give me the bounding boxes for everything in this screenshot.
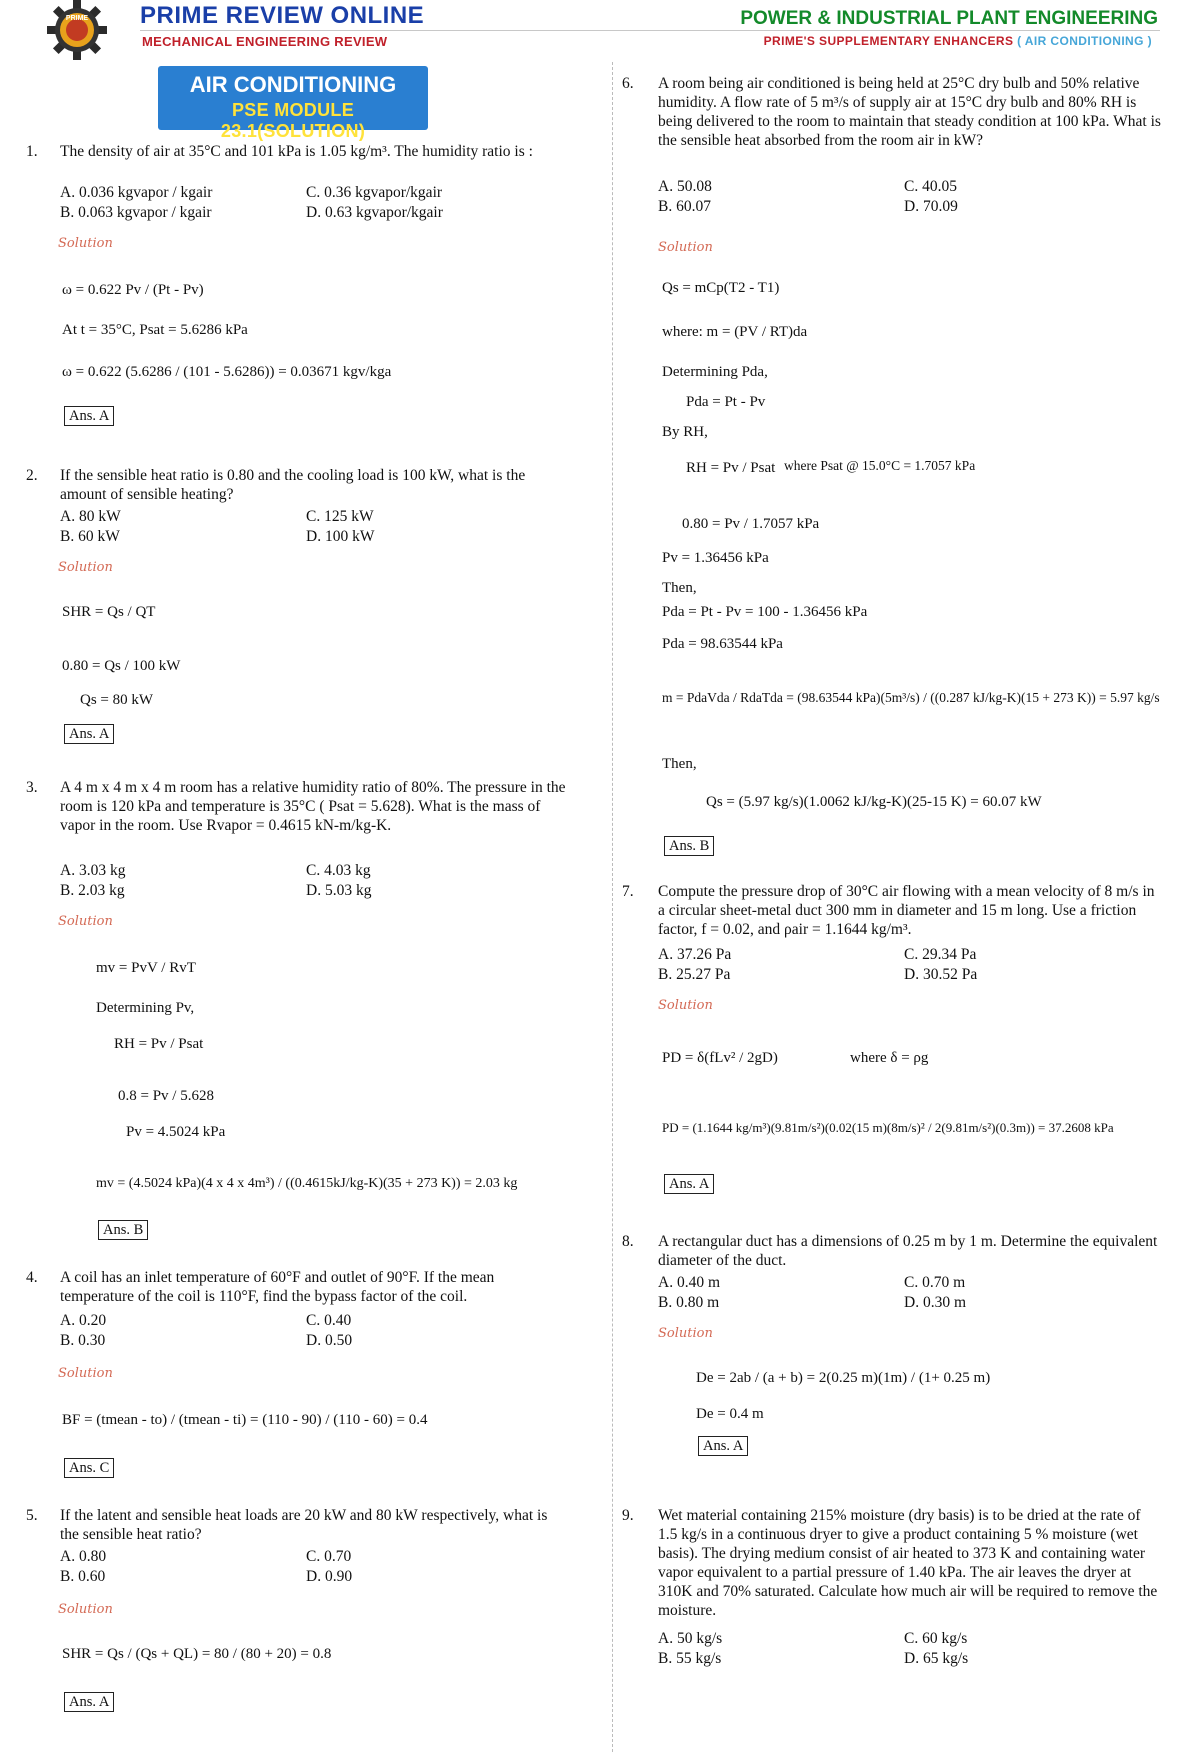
equation: De = 0.4 m (696, 1406, 764, 1422)
option-c: C. 29.34 Pa (904, 946, 977, 963)
option-c: C. 0.36 kgvapor/kgair (306, 184, 443, 201)
module-title-box (158, 66, 428, 141)
equation: Qs = mCp(T2 - T1) (662, 280, 780, 296)
equation: RH = Pv / Psat (686, 460, 776, 476)
solution-label: Solution (658, 998, 713, 1013)
option-c: C. 0.40 (306, 1312, 352, 1329)
equation: Determining Pv, (96, 1000, 195, 1016)
column-divider (612, 62, 613, 1752)
equation: 0.80 = Pv / 1.7057 kPa (682, 516, 820, 532)
page: PRIME PRIME REVIEW ONLINE MECHANICAL ENGINEERING REVIEW POWER & INDUSTRIAL PLANT ENGINEERING PRIME'S SUPPLEMENTARY ENHANCERS ( AIR CONDITIONING ) AIR CONDITIONING PSE MODULE 23.1(SOLUTION) 1. The density of air at 35°C and 101 kPa is 1.05 kg/m³. The humidity ratio is : A. 0.036 kgvapor / kgair B. 0.063 kgvapor / kgair C. 0.36 kgvapor/kgair D. 0.63 kgvapor/kgair Solution ω = 0.622 Pv / (Pt - Pv) At t = 35°C, Psat = 5.6286 kPa ω = 0.622 (5.6286 / (101 - 5.6286)) = 0.03671 kgv/kga Ans. A 2. If the sensible heat ratio is 0.80 and the cooling load is 100 kW, what is the amount of sensible heating? A. 80 kW B. 60 kW C. 125 kW D. 100 kW Solution SHR = Qs / QT 0.80 = Qs / 100 kW Qs = 80 kW Ans. A 3. A 4 m x 4 m x 4 m room has a relative humidity ratio of 80%. The pressure in the room is 120 kPa and temperature is 35°C ( Psat = 5.628). What is the mass of vapor in the room. Use Rvapor = 0.4615 kN-m/kg-K. A. 3.03 kg B. 2.03 kg C. 4.03 kg D. 5.03 kg Solution mv = PvV / RvT Determining Pv, RH = Pv / Psat 0.8 = Pv / 5.628 Pv = 4.5024 kPa mv = (4.5024 kPa)(4 x 4 x 4m³) / ((0.4615kJ/kg-K)(35 + 273 K)) = 2.03 kg Ans. B 4. A coil has an inlet temperature of 60°F and outlet of 90°F. If the mean temperature of the coil is 110°F, find the bypass factor of the coil. A. 0.20 B. 0.30 C. 0.40 D. 0.50 Solution BF = (tmean - to) / (tmean - ti) = (110 - 90) / (110 - 60) = 0.4 Ans. C 5. If the latent and sensible heat loads are 20 kW and 80 kW respectively, what is the sensible heat ratio? A. 0.80 B. 0.60 C. 0.70 D. 0.90 Solution SHR = Qs / (Qs + QL) = 80 / (80 + 20) = 0.8 Ans. A 6. A room being air conditioned is being held at 25°C dry bulb and 50% relative humidity. A flow rate of 5 m³/s of supply air at 15°C dry bulb and 80% RH is being delivered to the room to maintain that steady condition at 100 kPa. What is the sensible heat absorbed from the room air in kW? A. 50.08 B. 60.07 C. 40.05 D. 70.09 Solution Qs = mCp(T2 - T1) where: m = (PV / RT)da Determining Pda, Pda = Pt - Pv By RH, RH = Pv / Psat where Psat @ 15.0°C = 1.7057 kPa 0.80 = Pv / 1.7057 kPa Pv = 1.36456 kPa Then, Pda = Pt - Pv = 100 - 1.36456 kPa Pda = 98.63544 kPa m = PdaVda / RdaTda = (98.63544 kPa)(5m³/s) / ((0.287 kJ/kg-K)(15 + 273 K)) = 5.97 kg/s Then, Qs = (5.97 kg/s)(1.0062 kJ/kg-K)(25-15 K) = 60.07 kW Ans. B 7. Compute the pressure drop of 30°C air flowing with a mean velocity of 8 m/s in a circular sheet-metal duct 300 mm in diameter and 15 m long. Use a friction factor, f = 0.02, and ρair = 1.1644 kg/m³. A. 37.26 Pa B. 25.27 Pa C. 29.34 Pa D. 30.52 Pa Solution PD = δ(fLv² / 2gD) where δ = ρg PD = (1.1644 kg/m³)(9.81m/s²)(0.02(15 m)(8m/s)² / 2(9.81m/s²)(0.3m)) = 37.2608 kPa Ans. A 8. A rectangular duct has a dimensions of 0.25 m by 1 m. Determine the equivalent diameter of the duct. A. 0.40 m B. 0.80 m C. 0.70 m D. 0.30 m Solution De = 2ab / (a + b) = 2(0.25 m)(1m) / (1+ 0.25 m) De = 0.4 m Ans. A 9. Wet material containing 215% moisture (dry basis) is to be dried at the rate of 1.5 kg/s in a continuous dryer to give a product containing 5 % moisture (wet basis). The drying medium consist of air heated to 373 K and containing water vapor equivalent to a partial pressure of 1.40 kPa. The air leaves the dryer at 310K and 70% saturated. Calculate how much air will be required to remove the moisture. A. 50 kg/s B. 55 kg/s C. 60 kg/s D. 65 kg/s (0, 0, 1200, 1754)
option-c: C. 40.05 (904, 178, 957, 195)
equation: PD = δ(fLv² / 2gD) (662, 1050, 778, 1066)
module-subtitle: PSE MODULE 23.1(SOLUTION) (220, 100, 366, 141)
equation: SHR = Qs / (Qs + QL) = 80 / (80 + 20) = 0.8 (62, 1646, 332, 1662)
option-c: C. 125 kW (306, 508, 374, 525)
prime-gear-logo-icon (40, 0, 114, 60)
answer-box: Ans. A (64, 724, 114, 744)
option-d: D. 65 kg/s (904, 1650, 969, 1667)
equation: 0.8 = Pv / 5.628 (118, 1088, 214, 1104)
option-a: A. 0.80 (60, 1548, 107, 1565)
solution-label: Solution (58, 1366, 113, 1381)
equation: where: m = (PV / RT)da (662, 324, 808, 340)
equation: Qs = (5.97 kg/s)(1.0062 kJ/kg-K)(25-15 K) = 60.07 kW (706, 794, 1042, 810)
question-text: Wet material containing 215% moisture (dry basis) is to be dried at the rate of 1.5 kg/s in a continuous dryer to give a product containing 5 % moisture (wet basis). The drying medium consist of air heated to 373 K and containing water vapor equivalent to a partial pressure of 1.40 kPa. The air leaves the dryer at 310K and 70% saturated. Calculate how much air will be required to remove the moisture. (658, 1507, 1158, 1619)
option-d: D. 70.09 (904, 198, 958, 215)
solution-label: Solution (58, 1602, 113, 1617)
option-b: B. 55 kg/s (658, 1650, 722, 1667)
subject-subtitle: PRIME'S SUPPLEMENTARY ENHANCERS ( AIR CONDITIONING ) (763, 34, 1152, 48)
option-a: A. 50 kg/s (658, 1630, 723, 1647)
equation: mv = PvV / RvT (96, 960, 196, 976)
option-b: B. 25.27 Pa (658, 966, 731, 983)
question-text: A room being air conditioned is being held at 25°C dry bulb and 50% relative humidity. A flow rate of 5 m³/s of supply air at 15°C dry bulb and 80% RH is being delivered to the room to maintain that steady condition at 100 kPa. What is the sensible heat absorbed from the room air in kW? (658, 75, 1161, 149)
solution-label: Solution (58, 914, 113, 929)
equation: Pda = 98.63544 kPa (662, 636, 783, 652)
question-text: A coil has an inlet temperature of 60°F and outlet of 90°F. If the mean temperature of the coil is 110°F, find the bypass factor of the coil. (60, 1269, 495, 1305)
solution-label: Solution (58, 560, 113, 575)
question-text: A 4 m x 4 m x 4 m room has a relative humidity ratio of 80%. The pressure in the room is 120 kPa and temperature is 35°C ( Psat = 5.628). What is the mass of vapor in the room. Use Rvapor = 0.4615 kN-m/kg-K. (60, 779, 566, 834)
option-d: D. 0.50 (306, 1332, 353, 1349)
brand-title: PRIME REVIEW ONLINE (140, 2, 425, 29)
equation: where δ = ρg (850, 1050, 929, 1066)
answer-box: Ans. A (698, 1436, 748, 1456)
equation: ω = 0.622 Pv / (Pt - Pv) (62, 282, 204, 298)
equation: Pda = Pt - Pv = 100 - 1.36456 kPa (662, 604, 868, 620)
equation: where Psat @ 15.0°C = 1.7057 kPa (784, 458, 976, 473)
option-b: B. 0.30 (60, 1332, 106, 1349)
header-rule (140, 30, 1160, 31)
option-c: C. 4.03 kg (306, 862, 371, 879)
option-b: B. 60 kW (60, 528, 120, 545)
option-b: B. 0.80 m (658, 1294, 720, 1311)
option-d: D. 0.90 (306, 1568, 353, 1585)
equation: BF = (tmean - to) / (tmean - ti) = (110 - 90) / (110 - 60) = 0.4 (62, 1412, 428, 1428)
answer-box: Ans. A (664, 1174, 714, 1194)
option-d: D. 30.52 Pa (904, 966, 978, 983)
question-text: Compute the pressure drop of 30°C air flowing with a mean velocity of 8 m/s in a circular sheet-metal duct 300 mm in diameter and 15 m long. Use a friction factor, f = 0.02, and ρair = 1.1644 kg/m³. (658, 883, 1155, 938)
option-d: D. 5.03 kg (306, 882, 372, 899)
subject-title: POWER & INDUSTRIAL PLANT ENGINEERING (740, 8, 1158, 29)
solution-label: Solution (658, 240, 713, 255)
option-a: A. 0.40 m (658, 1274, 720, 1291)
equation: Pda = Pt - Pv (686, 394, 766, 410)
answer-box: Ans. A (64, 1692, 114, 1712)
equation: m = PdaVda / RdaTda = (98.63544 kPa)(5m³/s) / ((0.287 kJ/kg-K)(15 + 273 K)) = 5.97 kg/s (662, 690, 1160, 705)
answer-box: Ans. A (64, 406, 114, 426)
equation: Pv = 1.36456 kPa (662, 550, 769, 566)
question-text: A rectangular duct has a dimensions of 0.25 m by 1 m. Determine the equivalent diameter of the duct. (658, 1233, 1158, 1269)
option-d: D. 0.63 kgvapor/kgair (306, 204, 443, 221)
brand-subtitle: MECHANICAL ENGINEERING REVIEW (142, 34, 388, 49)
option-d: D. 100 kW (306, 528, 375, 545)
equation: PD = (1.1644 kg/m³)(9.81m/s²)(0.02(15 m)(8m/s)² / 2(9.81m/s²)(0.3m)) = 37.2608 kPa (662, 1120, 1114, 1135)
question-text: If the sensible heat ratio is 0.80 and the cooling load is 100 kW, what is the amount of sensible heating? (60, 467, 526, 503)
module-title: AIR CONDITIONING (189, 72, 397, 97)
option-c: C. 60 kg/s (904, 1630, 968, 1647)
option-d: D. 0.30 m (904, 1294, 966, 1311)
svg-text:PRIME: PRIME (65, 15, 89, 22)
question-text: The density of air at 35°C and 101 kPa is 1.05 kg/m³. The humidity ratio is : (60, 143, 533, 160)
option-b: B. 0.063 kgvapor / kgair (60, 204, 212, 221)
equation: RH = Pv / Psat (114, 1036, 204, 1052)
option-a: A. 80 kW (60, 508, 121, 525)
answer-box: Ans. B (98, 1220, 148, 1240)
solution-label: Solution (658, 1326, 713, 1341)
equation: At t = 35°C, Psat = 5.6286 kPa (62, 322, 248, 338)
equation: Then, (662, 580, 697, 596)
option-a: A. 0.20 (60, 1312, 107, 1329)
equation: Then, (662, 756, 697, 772)
equation: mv = (4.5024 kPa)(4 x 4 x 4m³) / ((0.4615kJ/kg-K)(35 + 273 K)) = 2.03 kg (96, 1176, 518, 1191)
equation: 0.80 = Qs / 100 kW (62, 658, 181, 674)
equation: By RH, (662, 424, 708, 440)
page-header (0, 0, 1200, 56)
equation: Pv = 4.5024 kPa (126, 1124, 226, 1140)
equation: Determining Pda, (662, 364, 768, 380)
solution-label: Solution (58, 236, 113, 251)
option-c: C. 0.70 m (904, 1274, 966, 1291)
equation: Qs = 80 kW (80, 692, 154, 708)
equation: ω = 0.622 (5.6286 / (101 - 5.6286)) = 0.03671 kgv/kga (62, 364, 392, 380)
option-c: C. 0.70 (306, 1548, 352, 1565)
option-a: A. 3.03 kg (60, 862, 126, 879)
equation: SHR = Qs / QT (62, 604, 156, 620)
option-b: B. 2.03 kg (60, 882, 125, 899)
answer-box: Ans. C (64, 1458, 114, 1478)
option-a: A. 0.036 kgvapor / kgair (60, 184, 213, 201)
option-a: A. 37.26 Pa (658, 946, 732, 963)
question-text: If the latent and sensible heat loads are 20 kW and 80 kW respectively, what is the sensible heat ratio? (60, 1507, 548, 1543)
equation: De = 2ab / (a + b) = 2(0.25 m)(1m) / (1+ 0.25 m) (696, 1370, 991, 1386)
option-a: A. 50.08 (658, 178, 712, 195)
option-b: B. 60.07 (658, 198, 711, 215)
answer-box: Ans. B (664, 836, 714, 856)
option-b: B. 0.60 (60, 1568, 106, 1585)
